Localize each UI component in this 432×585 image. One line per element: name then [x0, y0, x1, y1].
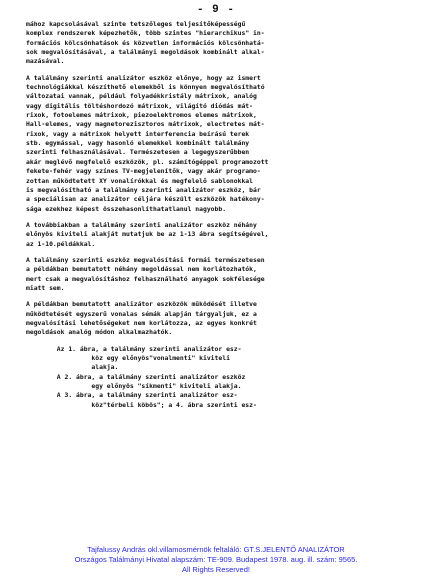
text-line: fekete-fehér vagy színes TV-megjelenítők, vagy akár programo- [26, 167, 261, 176]
text-line: A továbbiakban a találmány szerinti analizátor eszköz néhány [26, 220, 257, 229]
text-line: sok megvalósításával, a találmányi megoldások kombinált alkal- [26, 48, 265, 57]
footer-line: Tajfalussy András okl.villamosmérnök feltaláló: GT.S.JELENTŐ ANALIZÁTOR [87, 545, 345, 554]
text-line: köz"térbeli köbös"; a 4. ábra szerinti esz- [26, 400, 257, 409]
paragraph-gap [26, 214, 418, 221]
text-line: akár meglévő megfelelő eszközök, pl. számítógéppel programozott [26, 157, 269, 166]
text-line: Az 1. ábra, a találmány szerinti analizátor esz- [26, 344, 242, 353]
text-line: komplex rendszerek képezhetők, több szintes "hierarchikus" in- [26, 29, 265, 38]
text-line: megoldások analóg módon alkalmazhatók. [26, 328, 173, 337]
text-line: mert csak a megvalósításhoz felhasználható anyagok sokfélesége [26, 274, 265, 283]
paragraph [26, 221, 418, 249]
footer-line: Országos Találmányi Hivatal alapszám: TE-909. Budapest 1978. aug. ill. szám: 9565. [74, 555, 358, 564]
text-line: sága ezekhez képest összehasonlíthatatlanul nagyobb. [26, 204, 227, 213]
text-line: működtetését egyszerű vonalas sémák alapján tárgyaljuk, ez a [26, 309, 257, 318]
text-line: mazásával. [26, 57, 65, 66]
text-line: szerinti felhasználásával. Természetesen a legegyszerűbben [26, 148, 250, 157]
text-line: előnyös kiviteli alakját mutatjuk be az 1-13 ábra segítségével, [26, 230, 269, 239]
text-line: a példákban bemutatott néhány megoldással nem korlátozhatók, [26, 265, 257, 274]
paragraph-gap [26, 249, 418, 256]
text-line: változatai vannak, például folyadékkristály mátrixok, analóg [26, 92, 257, 101]
text-line: A 2. ábra, a találmány szerinti analizátor eszköz [26, 372, 246, 381]
text-line: miatt sem. [26, 283, 65, 292]
text-line: technológiákkal készíthető elemekből is könnyen megvalósítható [26, 83, 265, 92]
paragraph [26, 300, 418, 337]
paragraph [26, 20, 418, 67]
body-text [26, 20, 418, 410]
text-line: A példákban bemutatott analizátor eszközök működését illetve [26, 300, 257, 309]
text-line: A 3. ábra, a találmány szerinti analizátor esz- [26, 391, 238, 400]
text-line: vagy digitális töltéshordozó mátrixok, világító diódás mát- [26, 101, 254, 110]
paragraph-gap [26, 67, 418, 74]
text-line: formációs kölcsönhatások és közvetlen információs kölcsönhatá- [26, 38, 265, 47]
text-line: A találmány szerinti analizátor eszköz előnye, hogy az ismert [26, 73, 261, 82]
text-line: stb. egymással, vagy hasonló elemekkel kombinált találmány [26, 139, 250, 148]
page-number: - 9 - [196, 4, 235, 16]
text-line: egy előnyös "síkmenti" kiviteli alakja. [26, 382, 242, 391]
text-line: a speciálisan az analizátor céljára készült eszközök hatékony- [26, 195, 265, 204]
text-line: rixok, vagy a mátrixok helyett interferencia beírású terek [26, 129, 250, 138]
paragraph [26, 345, 418, 410]
text-line: Hall-elemes, vagy magnetorezisztoros mátrixok, electretes mát- [26, 120, 265, 129]
copyright-footer [0, 545, 432, 575]
text-line: az 1-10.példákkal. [26, 239, 96, 248]
footer-line: All Rights Reserved! [182, 565, 250, 574]
text-line: alakja. [26, 363, 119, 372]
text-line: A találmány szerinti eszköz megvalósítási formái természetesen [26, 255, 265, 264]
text-line: köz egy előnyös"vonalmenti" kiviteli [26, 354, 230, 362]
text-line: zottan működtetett XY vonalírókkal és megfelelő sablonokkal [26, 176, 254, 185]
paragraph-gap [26, 338, 418, 345]
text-line: megvalósítási lehetőségeket nem korlátozza, az egyes konkrét [26, 318, 257, 327]
paragraph [26, 74, 418, 214]
text-line: rixok, fotoelemes mátrixok, piezoelektromos elemes mátrixok, [26, 111, 257, 120]
text-line: mához kapcsolásával szinte tetszőleges teljesítőképességű [26, 20, 246, 28]
text-line: is megvalósítható a találmány szerinti analizátor eszköz, bár [26, 185, 261, 194]
paragraph [26, 256, 418, 293]
